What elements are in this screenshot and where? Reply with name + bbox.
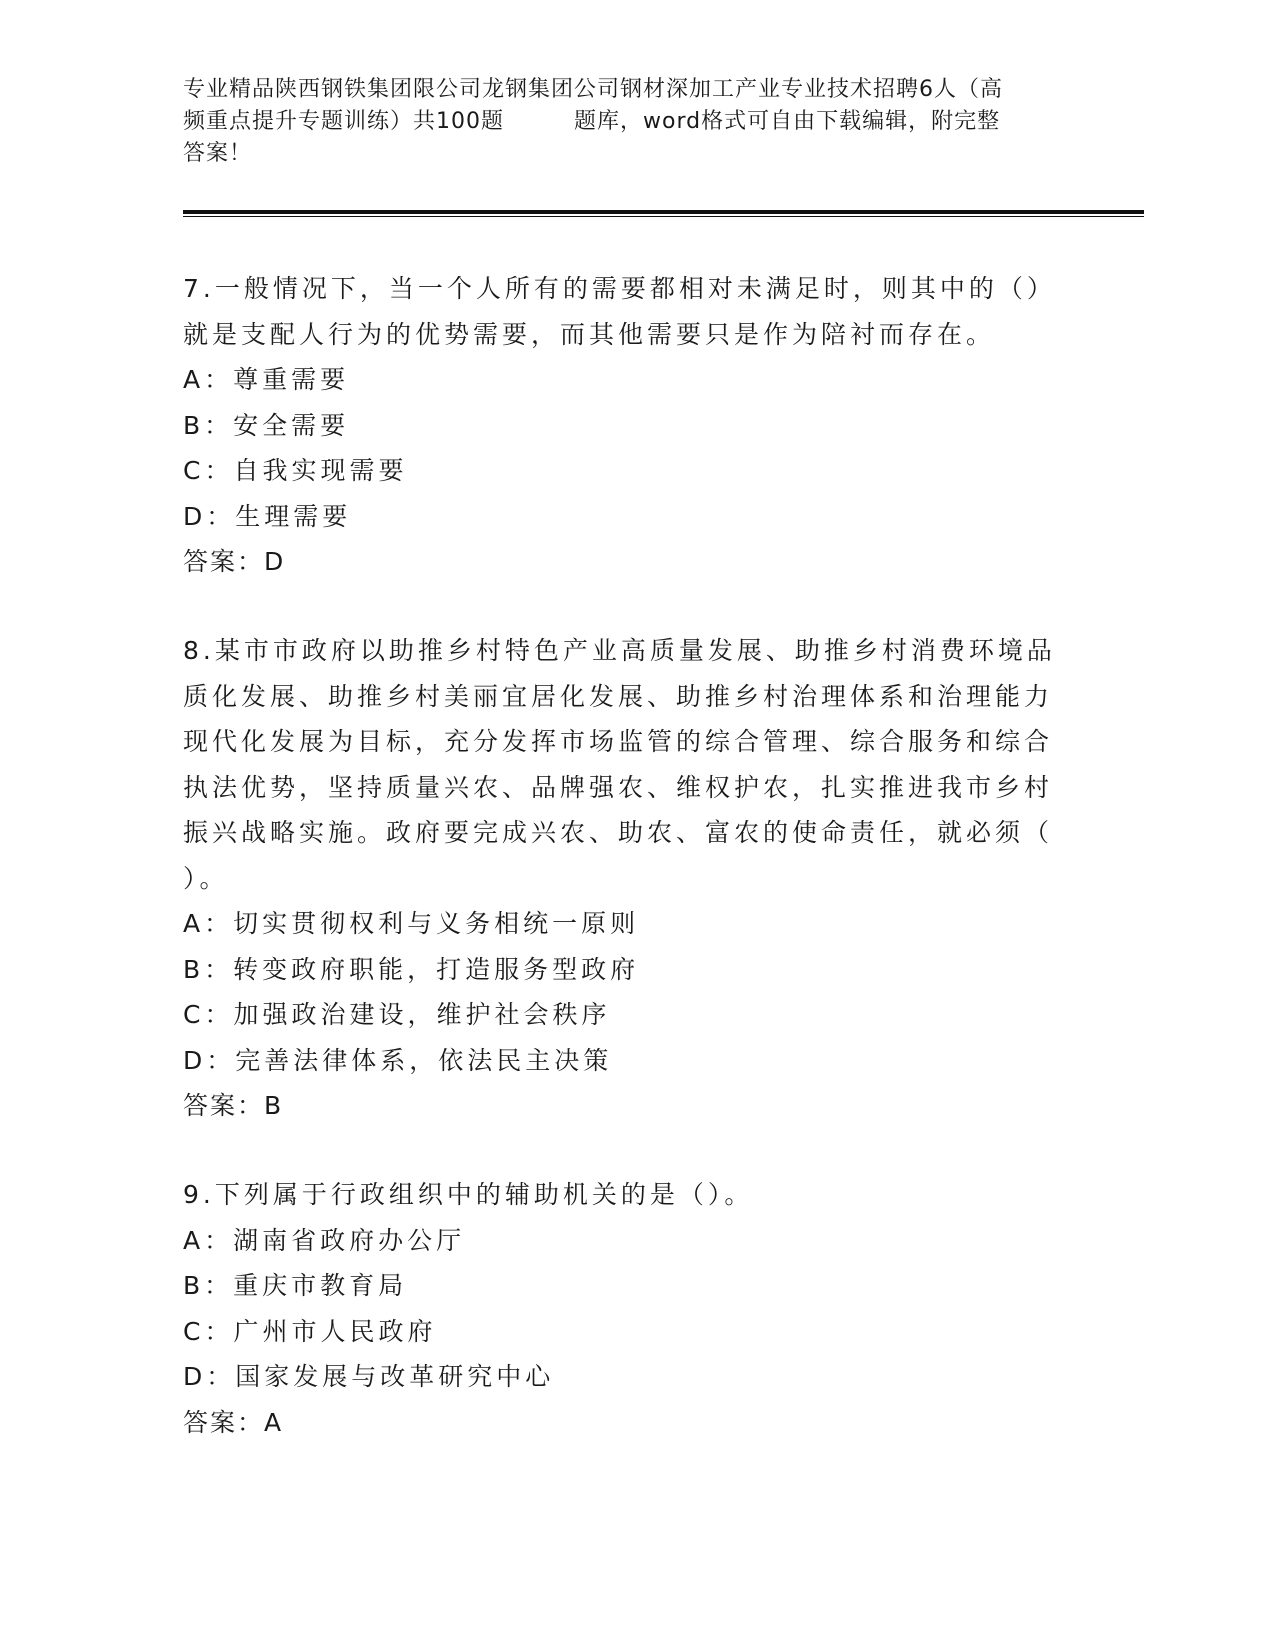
option-d: D：完善法律体系，依法民主决策 <box>183 1045 613 1075</box>
question-stem-line: 执法优势，坚持质量兴农、品牌强农、维权护农，扎实推进我市乡村 <box>183 772 1054 802</box>
option-c: C：加强政治建设，维护社会秩序 <box>183 1000 611 1029</box>
header-divider-thin <box>183 216 1144 217</box>
answer-line: 答案：B <box>183 1091 284 1120</box>
question-stem-line: 8.某市市政府以助推乡村特色产业高质量发展、助推乡村消费环境品 <box>183 636 1056 665</box>
option-d: D：生理需要 <box>183 501 352 531</box>
question-8 <box>183 628 1063 1129</box>
header-line-3: 答案！ <box>183 141 253 166</box>
question-stem-line: 质化发展、助推乡村美丽宜居化发展、助推乡村治理体系和治理能力 <box>183 681 1054 711</box>
option-b: B：转变政府职能，打造服务型政府 <box>183 954 640 984</box>
question-7 <box>183 266 1063 585</box>
header-line-2a: 频重点提升专题训练）共100题 <box>183 109 504 134</box>
header-divider-thick <box>183 210 1144 214</box>
answer-line: 答案：A <box>183 1407 284 1437</box>
option-c: C：自我实现需要 <box>183 456 408 485</box>
question-stem-line: 现代化发展为目标，充分发挥市场监管的综合管理、综合服务和综合 <box>183 727 1054 756</box>
option-b: B：重庆市教育局 <box>183 1271 408 1300</box>
answer-line: 答案：D <box>183 547 286 576</box>
option-d: D：国家发展与改革研究中心 <box>183 1362 555 1391</box>
question-stem-line: 7.一般情况下，当一个人所有的需要都相对未满足时，则其中的（） <box>183 274 1056 303</box>
option-a: A：切实贯彻权利与义务相统一原则 <box>183 909 640 938</box>
option-c: C：广州市人民政府 <box>183 1316 437 1346</box>
document-header <box>183 74 1083 170</box>
header-line-2 <box>183 106 1083 138</box>
question-stem-line: 振兴战略实施。政府要完成兴农、助农、富农的使命责任，就必须（ <box>183 818 1054 847</box>
question-stem-line: 9.下列属于行政组织中的辅助机关的是（）。 <box>183 1180 754 1209</box>
option-a: A：尊重需要 <box>183 365 350 394</box>
option-b: B：安全需要 <box>183 410 350 440</box>
question-9 <box>183 1172 1063 1445</box>
option-a: A：湖南省政府办公厅 <box>183 1225 466 1255</box>
question-stem-line: 就是支配人行为的优势需要，而其他需要只是作为陪衬而存在。 <box>183 319 996 349</box>
question-stem-line: ）。 <box>183 863 229 893</box>
header-line-1: 专业精品陕西钢铁集团限公司龙钢集团公司钢材深加工产业专业技术招聘6人（高 <box>183 77 1003 102</box>
header-line-2b: 题库，word格式可自由下载编辑，附完整 <box>574 109 1001 134</box>
